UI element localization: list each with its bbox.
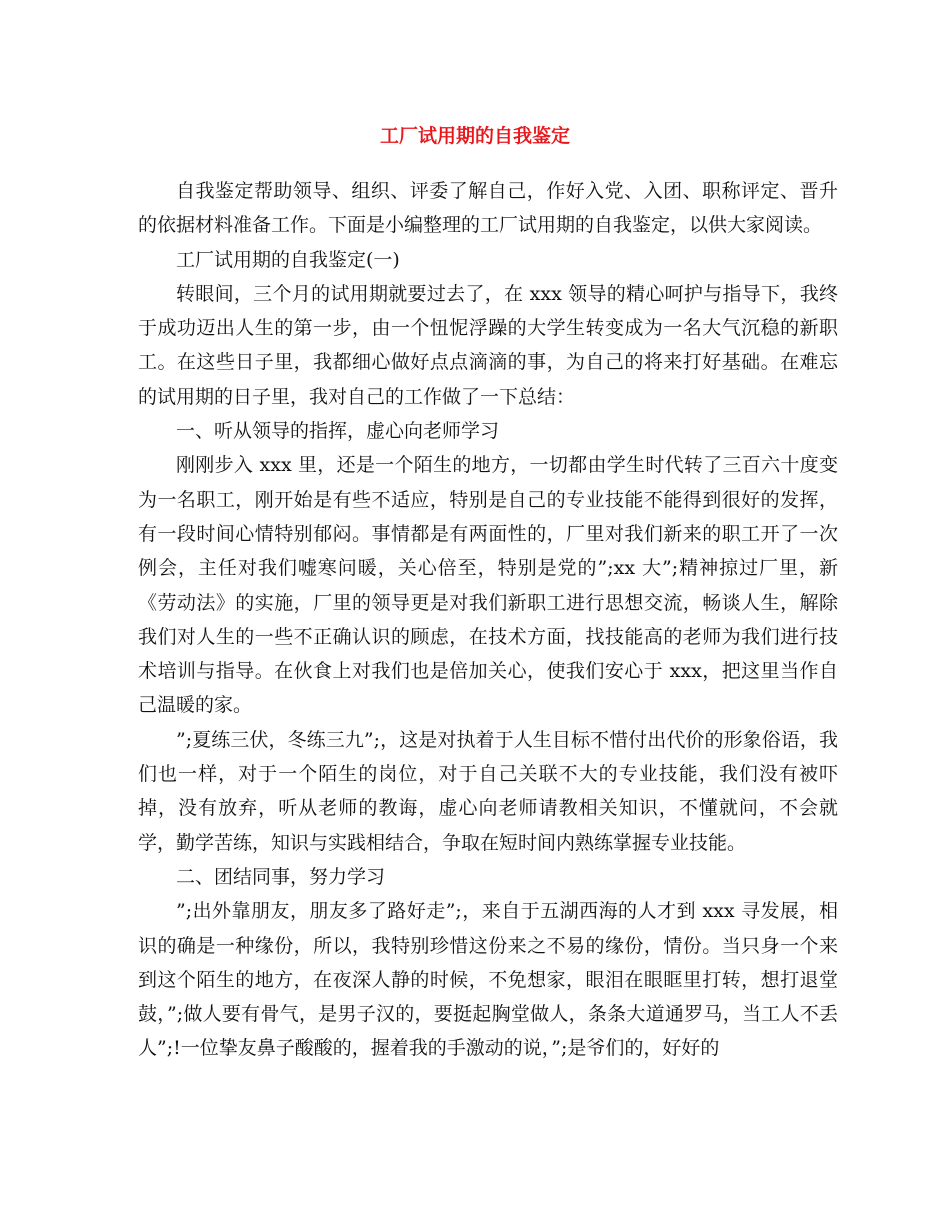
subsection-heading: 一、听从领导的指挥，虚心向老师学习 (176, 420, 500, 443)
subsection-heading: 二、团结同事，努力学习 (176, 865, 386, 888)
section-heading: 工厂试用期的自我鉴定(一) (176, 248, 400, 271)
document-body (138, 174, 838, 1066)
paragraph: 刚刚步入 xxx 里，还是一个陌生的地方，一切都由学生时代转了三百六十度变为一名职工，刚开始是有些不适应，特别是自己的专业技能不能得到很好的发挥，有一段时间心情特别郁闷。事情都是有两面性的，厂里对我们新来的职工开了一次例会，主任对我们嘘寒问暖，关心倍至，特别是党的”;xx 大”;精神掠过厂里，新《劳动法》的实施，厂里的领导更是对我们新职工进行思想交流，畅谈人生，解除我们对人生的一些不正确认识的顾虑，在技术方面，找技能高的老师为我们进行技术培训与指导。在伙食上对我们也是倍加关心，使我们安心于 xxx，把这里当作自己温暖的家。 (138, 454, 838, 717)
paragraph: ”;出外靠朋友，朋友多了路好走”;，来自于五湖西海的人才到 xxx 寻发展，相识的确是一种缘份，所以，我特别珍惜这份来之不易的缘份，情份。当只身一个来到这个陌生的地方，在夜深人静的时候，不免想家，眼泪在眼眶里打转，想打退堂鼓，”;做人要有骨气，是男子汉的，要挺起胸堂做人，条条大道通罗马，当工人不丢人”;!一位挚友鼻子酸酸的，握着我的手激动的说，”;是爷们的，好好的 (138, 900, 838, 1060)
document-title: 工厂试用期的自我鉴定 (379, 125, 570, 147)
paragraph: ”;夏练三伏，冬练三九”;，这是对执着于人生目标不惜付出代价的形象俗语，我们也一样，对于一个陌生的岗位，对于自己关联不大的专业技能，我们没有被吓掉，没有放弃，听从老师的教诲，虚心向老师请教相关知识，不懂就问，不会就学，勤学苦练，知识与实践相结合，争取在短时间内熟练掌握专业技能。 (138, 728, 838, 854)
paragraph-intro: 自我鉴定帮助领导、组织、评委了解自己，作好入党、入团、职称评定、晋升的依据材料准备工作。下面是小编整理的工厂试用期的自我鉴定，以供大家阅读。 (138, 180, 838, 237)
paragraph: 转眼间，三个月的试用期就要过去了，在 xxx 领导的精心呵护与指导下，我终于成功迈出人生的第一步，由一个忸怩浮躁的大学生转变成为一名大气沉稳的新职工。在这些日子里，我都细心做好点点滴滴的事，为自己的将来打好基础。在难忘的试用期的日子里，我对自己的工作做了一下总结： (138, 282, 838, 408)
